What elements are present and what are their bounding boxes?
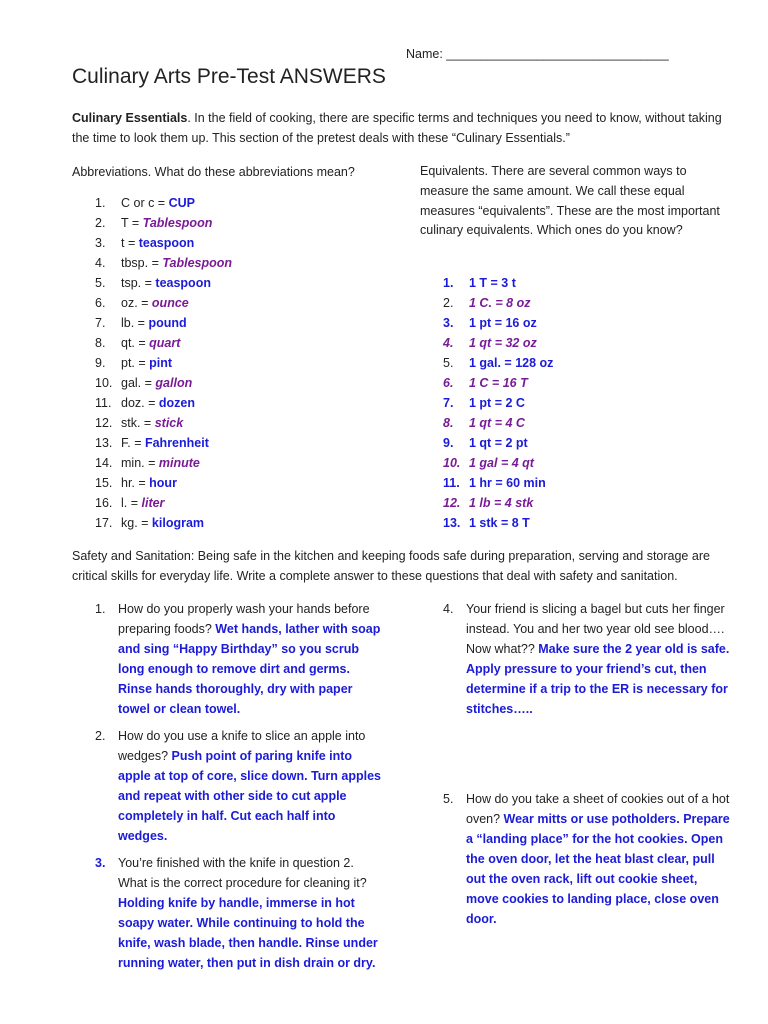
- list-item: 1. C or c = CUP: [95, 196, 195, 210]
- question-text: How do you properly wash your hands before preparing foods?: [118, 602, 370, 636]
- abbreviations-heading: Abbreviations. What do these abbreviations mean?: [72, 165, 355, 179]
- list-item: 15. hr. = hour: [95, 476, 177, 490]
- list-item: 1. 1 T = 3 t: [443, 276, 516, 290]
- list-item: 6. oz. = ounce: [95, 296, 189, 310]
- list-item: 9. 1 qt = 2 pt: [443, 436, 528, 450]
- answer-text: Holding knife by handle, immerse in hot soapy water. While continuing to hold the knife, wash blade, then handle. Rinse under running water, then put in dish drain or dry.: [118, 896, 378, 970]
- answer-text: Wear mitts or use potholders. Prepare a “landing place” for the hot cookies. Open the oven door, let the heat blast clear, pull out the oven rack, lift out cookie sheet, move cookies to landing place, close oven door.: [466, 812, 730, 926]
- question-number: 1.: [95, 602, 106, 616]
- abbreviations-list: [95, 193, 232, 533]
- list-item: 5. tsp. = teaspoon: [95, 276, 211, 290]
- equivalents-list: [443, 273, 553, 533]
- safety-intro: Safety and Sanitation: Being safe in the kitchen and keeping foods safe during preparation, serving and storage are critical skills for everyday life. Write a complete answer to these questions that deal with safety and sanitation.: [72, 549, 710, 583]
- list-item: 10. gal. = gallon: [95, 376, 193, 390]
- list-item: 13. F. = Fahrenheit: [95, 436, 209, 450]
- list-item: 7. lb. = pound: [95, 316, 187, 330]
- intro-paragraph: [72, 108, 722, 148]
- answer-text: Wet hands, lather with soap and sing “Happy Birthday” so you scrub long enough to remove dirt and germs. Rinse hands thoroughly, dry with paper towel or clean towel.: [118, 622, 381, 716]
- question-number: 4.: [443, 602, 454, 616]
- page-title: Culinary Arts Pre-Test ANSWERS: [72, 65, 386, 88]
- list-item: 8. qt. = quart: [95, 336, 181, 350]
- name-field-label: Name: ________________________________: [406, 47, 669, 61]
- list-item: 16. l. = liter: [95, 496, 165, 510]
- list-item: 11. doz. = dozen: [95, 396, 195, 410]
- question-text: How do you take a sheet of cookies out of a hot oven?: [466, 792, 730, 826]
- list-item: 10. 1 gal = 4 qt: [443, 456, 534, 470]
- question-number: 5.: [443, 792, 454, 806]
- question-text: You’re finished with the knife in question 2. What is the correct procedure for cleaning it?: [118, 856, 367, 890]
- list-item: 2. T = Tablespoon: [95, 216, 213, 230]
- list-item: 14. min. = minute: [95, 456, 200, 470]
- list-item: 7. 1 pt = 2 C: [443, 396, 525, 410]
- list-item: 8. 1 qt = 4 C: [443, 416, 525, 430]
- list-item: 3. t = teaspoon: [95, 236, 195, 250]
- question-text: Your friend is slicing a bagel but cuts her finger instead. You and her two year old see blood…. Now what??: [466, 602, 725, 656]
- question-number: 3.: [95, 856, 106, 870]
- list-item: 13. 1 stk = 8 T: [443, 516, 530, 530]
- list-item: 6. 1 C = 16 T: [443, 376, 528, 390]
- intro-text: . In the field of cooking, there are specific terms and techniques you need to know, without taking the time to look them up. This section of the pretest deals with these “Culinary Essentials.”: [72, 111, 722, 145]
- list-item: 12. 1 lb = 4 stk: [443, 496, 534, 510]
- list-item: 17. kg. = kilogram: [95, 516, 205, 530]
- list-item: 9. pt. = pint: [95, 356, 173, 370]
- question-number: 2.: [95, 729, 106, 743]
- list-item: 11. 1 hr = 60 min: [443, 476, 546, 490]
- equivalents-intro: Equivalents. There are several common ways to measure the same amount. We call these equal measures “equivalents”. These are the most important culinary equivalents. Which ones do you know?: [420, 164, 720, 238]
- list-item: 2. 1 C. = 8 oz: [443, 296, 531, 310]
- answer-text: Make sure the 2 year old is safe. Apply pressure to your friend’s cut, then determine if a trip to the ER is necessary for stitches…..: [466, 642, 730, 716]
- list-item: 4. tbsp. = Tablespoon: [95, 256, 233, 270]
- list-item: 3. 1 pt = 16 oz: [443, 316, 537, 330]
- answer-text: Push point of paring knife into apple at top of core, slice down. Turn apples and repeat with other side to cut apple completely in half. Cut each half into wedges.: [118, 749, 382, 843]
- question-text: How do you use a knife to slice an apple into wedges?: [118, 729, 366, 763]
- list-item: 4. 1 qt = 32 oz: [443, 336, 537, 350]
- list-item: 12. stk. = stick: [95, 416, 184, 430]
- intro-bold-term: Culinary Essentials: [72, 111, 188, 125]
- list-item: 5. 1 gal. = 128 oz: [443, 356, 554, 370]
